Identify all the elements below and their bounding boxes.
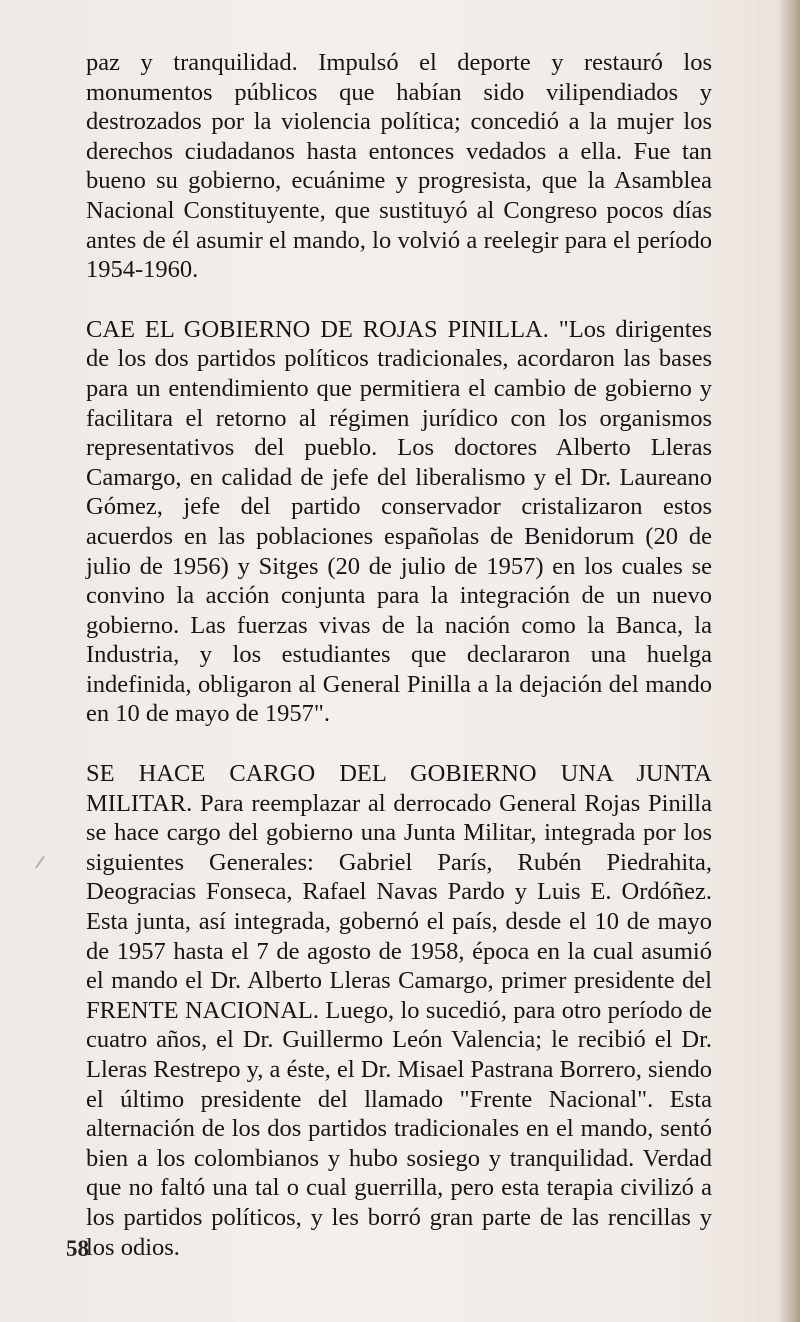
paragraph-3-body: Para reemplazar al derrocado General Rojas Pinilla se hace cargo del gobierno una Junta Militar, integrada por los siguientes Generales: Gabriel París, Rubén Piedrahita, Deogracias Fonseca, Rafael Navas Pardo y Luis E. Ordóñez. Esta junta, así integrada, gobernó el país, desde el 10 de mayo de 1957 hasta el 7 de agosto de 1958, época en la cual asumió el mando el Dr. Alberto Lleras Camargo, primer presidente del FRENTE NACIONAL. Luego, lo sucedió, para otro período de cuatro años, el Dr. Guillermo León Valencia; le recibió el Dr. Lleras Restrepo y, a éste, el Dr. Misael Pastrana Borrero, siendo el último presidente del llamado "Frente Nacional". Esta alternación de los dos partidos tradicionales en el mando, sentó bien a los colombianos y hubo sosiego y tranquilidad. Verdad que no faltó una tal o cual guerrilla, pero esta terapia civilizó a los partidos políticos, y les borró gran parte de las rencillas y los odios. [86, 789, 712, 1261]
section-heading-cae-el-gobierno: CAE EL GOBIERNO DE ROJAS PINILLA. [86, 315, 559, 343]
section-heading-junta-militar: SE HACE CARGO DEL GOBIERNO UNA JUNTA MILITAR. [86, 760, 712, 817]
pencil-mark [35, 856, 53, 874]
paragraph-1 [86, 48, 712, 285]
paragraph-3 [86, 759, 712, 1262]
page-text [86, 48, 712, 1292]
paragraph-2-body: "Los dirigentes de los dos partidos políticos tradicionales, acordaron las bases para un entendimiento que permitiera el cambio de gobierno y facilitara el retorno al régimen jurídico con los organismos representativos del pueblo. Los doctores Alberto Lleras Camargo, en calidad de jefe del liberalismo y el Dr. Laureano Gómez, jefe del partido conservador cristalizaron estos acuerdos en las poblaciones españolas de Benidorum (20 de julio de 1956) y Sitges (20 de julio de 1957) en los cuales se convino la acción conjunta para la integración de un nuevo gobierno. Las fuerzas vivas de la nación como la Banca, la Industria, y los estudiantes que declararon una huelga indefinida, obligaron al General Pinilla a la dejación del mando en 10 de mayo de 1957". [86, 315, 712, 728]
page-edge-shadow [778, 0, 800, 1322]
paragraph-2 [86, 315, 712, 729]
page-number: 58 [66, 1236, 89, 1261]
paragraph-1-body: paz y tranquilidad. Impulsó el deporte y restauró los monumentos públicos que habían sido vilipendiados y destrozados por la violencia política; concedió a la mujer los derechos ciudadanos hasta entonces vedados a ella. Fue tan bueno su gobierno, ecuánime y progresista, que la Asamblea Nacional Constituyente, que sustituyó al Congreso pocos días antes de él asumir el mando, lo volvió a reelegir para el período 1954-1960. [86, 49, 712, 284]
